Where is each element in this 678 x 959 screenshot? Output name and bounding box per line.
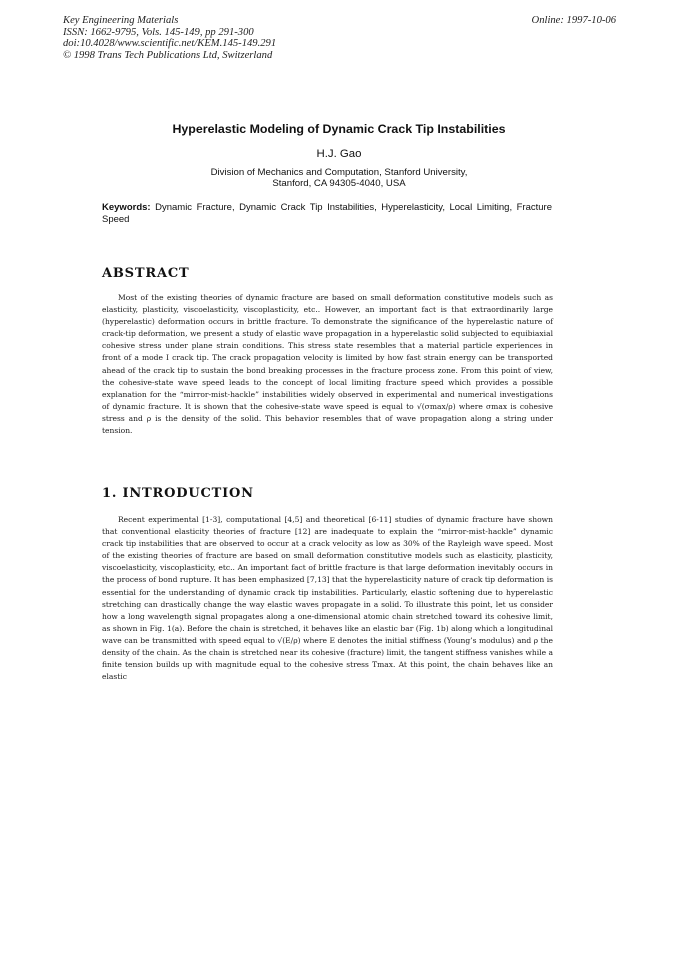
journal-doi: doi:10.4028/www.scientific.net/KEM.145-149.291 [63, 38, 277, 50]
affiliation-line: Division of Mechanics and Computation, Stanford University, [210, 167, 468, 178]
journal-issn: ISSN: 1662-9795, Vols. 145-149, pp 291-300 [63, 26, 254, 38]
introduction-heading: 1. INTRODUCTION [102, 486, 254, 501]
journal-copyright: © 1998 Trans Tech Publications Ltd, Switzerland [63, 49, 273, 61]
online-date: Online: 1997-10-06 [531, 15, 616, 26]
abstract-body [102, 292, 553, 437]
affiliation-line: Stanford, CA 94305-4040, USA [272, 178, 406, 190]
introduction-body [102, 514, 553, 683]
abstract-heading: ABSTRACT [102, 266, 190, 281]
paper-title: Hyperelastic Modeling of Dynamic Crack Tip Instabilities [172, 122, 506, 136]
journal-name: Key Engineering Materials [63, 15, 179, 26]
journal-header [63, 15, 276, 61]
keywords-label: Keywords: [102, 202, 151, 213]
author-affiliation [0, 167, 678, 190]
paper-author: H.J. Gao [316, 148, 362, 160]
introduction-paragraph: Recent experimental [1-3], computational [4,5] and theoretical [6-11] studies of dynamic fracture have shown that conventional elasticity theories of fracture [12] are inadequate to explain the “mirror-mist-hackle” dynamic crack tip instabilities that are observed to occur at a crack velocity as low as 30% of the Rayleigh wave speed. Most of the existing theories of fracture are based on small deformation constitutive models such as elasticity, plasticity, viscoelasticity, viscoplasticity, etc.. An important fact of brittle fracture is that large deformation inevitably occurs in the process of bond rupture. It has been emphasized [7,13] that the hyperelasticity nature of crack tip deformation is essential for the understanding of dynamic crack tip instabilities. Particularly, elastic softening due to hyperelastic stretching can drastically change the way elastic waves propagate in a solid. To illustrate this point, let us consider how a long wavelength signal propagates along a one-dimensional atomic chain stretched toward its cohesive limit, as shown in Fig. 1(a). Before the chain is stretched, it behaves like an elastic bar (Fig. 1b) along which a longitudinal wave can be transmitted with speed equal to √(E/ρ) where E denotes the initial stiffness (Young’s modulus) and ρ the density of the chain. As the chain is stretched near its cohesive (fracture) limit, the tangent stiffness vanishes while a finite tension builds up with magnitude equal to the cohesive stress Tmax. At this point, the chain behaves like an elastic [102, 515, 553, 682]
keywords-list: Dynamic Fracture, Dynamic Crack Tip Instabilities, Hyperelasticity, Local Limiting, Fracture Speed [102, 202, 552, 225]
keywords [102, 202, 552, 225]
abstract-paragraph: Most of the existing theories of dynamic fracture are based on small deformation constitutive models such as elasticity, plasticity, viscoelasticity, viscoplasticity, etc.. However, an important fact is that extraordinarily large (hyperelastic) deformation occurs in brittle fracture. To demonstrate the significance of the hyperelastic nature of crack-tip deformation, we present a study of elastic wave propagation in a hyperelastic solid subjected to equibiaxial cohesive stress under plane strain conditions. This stress state resembles that a material particle experiences in front of a mode I crack tip. The crack propagation velocity is limited by how fast strain energy can be transported ahead of the crack tip to sustain the bond breaking processes in the fracture process zone. From this point of view, the cohesive-state wave speed leads to the concept of local limiting fracture speed which provides a possible explanation for the “mirror-mist-hackle” instabilities widely observed in experimental and numerical investigations of dynamic fracture. It is shown that the cohesive-state wave speed is equal to √(σmax/ρ) where σmax is cohesive stress and ρ is the density of the solid. This behavior resembles that of wave propagation along a string under tension. [102, 293, 553, 436]
